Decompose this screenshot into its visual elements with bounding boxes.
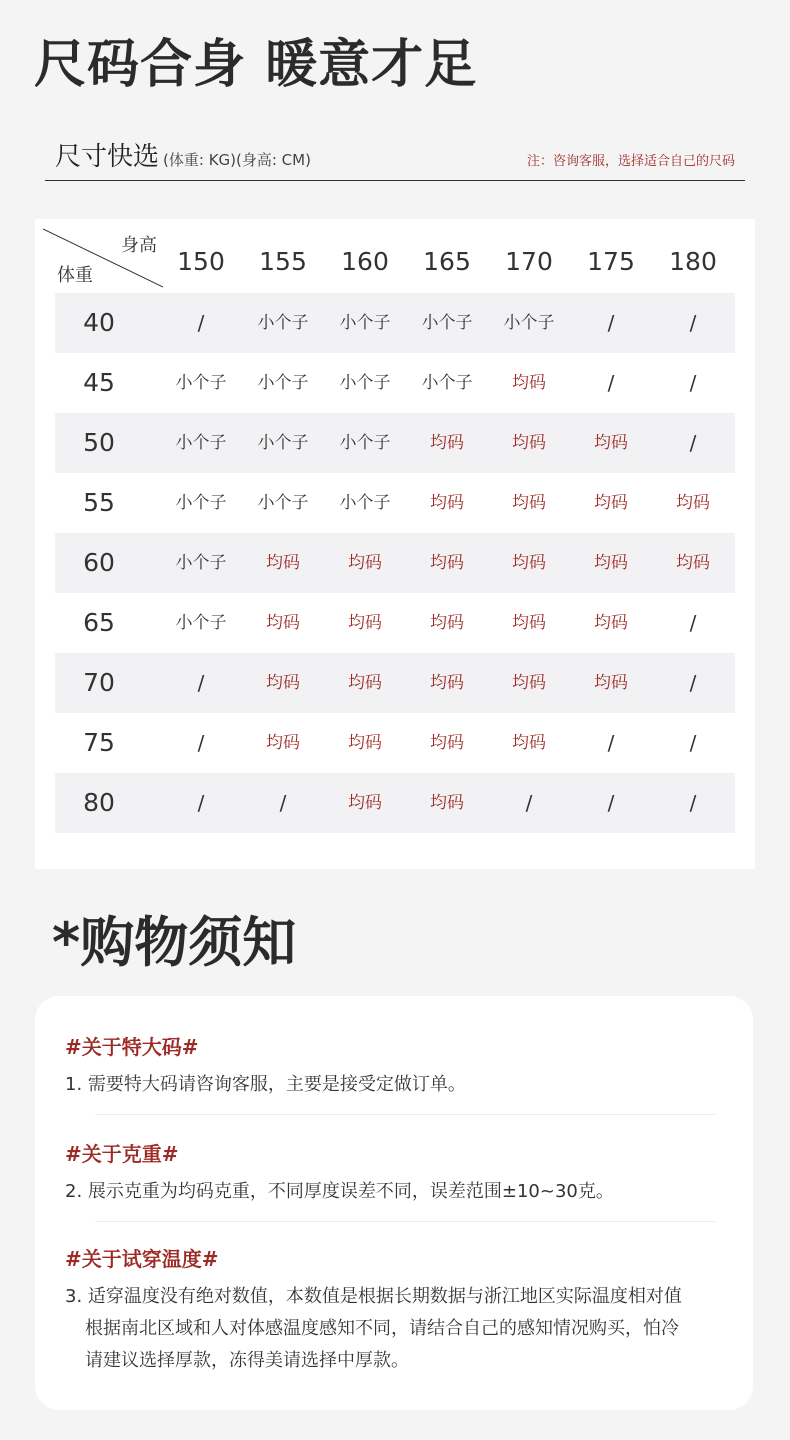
corner-weight-label: 体重 (57, 265, 93, 286)
size-cell: 均码 (348, 613, 382, 633)
size-cell: 小个子 (175, 613, 227, 633)
size-quick-select-title (55, 136, 311, 173)
shopping-notice-card (35, 996, 753, 1410)
size-cell: 均码 (348, 733, 382, 753)
size-cell: 均码 (348, 793, 382, 813)
size-cell: 均码 (594, 493, 628, 513)
size-cell: 小个子 (175, 373, 227, 393)
size-cell: / (525, 791, 533, 815)
size-cell: 均码 (266, 613, 300, 633)
size-cell: / (197, 731, 205, 755)
notice-divider (95, 1114, 715, 1115)
notice-text-oversize: 1. 需要特大码请咨询客服，主要是接受定做订单。 (65, 1074, 466, 1095)
size-cell: / (197, 671, 205, 695)
size-cell: 小个子 (339, 373, 391, 393)
size-cell: 均码 (266, 553, 300, 573)
size-cell: 均码 (512, 673, 546, 693)
height-header-175: 175 (587, 247, 635, 276)
size-cell: 小个子 (257, 373, 309, 393)
size-cell: 均码 (512, 373, 546, 393)
size-cell: 小个子 (175, 493, 227, 513)
size-cell: / (689, 311, 697, 335)
size-cell: 小个子 (339, 433, 391, 453)
weight-label: 45 (83, 368, 115, 397)
size-cell: / (689, 791, 697, 815)
size-cell: / (607, 791, 615, 815)
size-cell: 均码 (430, 553, 464, 573)
height-header-155: 155 (259, 247, 307, 276)
size-cell: / (689, 371, 697, 395)
weight-label: 50 (83, 428, 115, 457)
size-cell: 小个子 (503, 313, 555, 333)
table-row (55, 653, 735, 713)
weight-label: 70 (83, 668, 115, 697)
size-cell: / (197, 311, 205, 335)
size-cell: / (279, 791, 287, 815)
height-header-180: 180 (669, 247, 717, 276)
size-cell: 均码 (676, 493, 710, 513)
table-row (55, 713, 735, 773)
size-cell: 均码 (512, 433, 546, 453)
size-cell: / (607, 731, 615, 755)
size-cell: 小个子 (257, 313, 309, 333)
size-cell: 均码 (430, 673, 464, 693)
height-header-150: 150 (177, 247, 225, 276)
weight-label: 40 (83, 308, 115, 337)
size-cell: 小个子 (339, 313, 391, 333)
size-cell: 均码 (594, 553, 628, 573)
customer-service-note: 注：咨询客服，选择适合自己的尺码 (526, 154, 735, 169)
notice-text-temperature-line-1: 3. 适穿温度没有绝对数值，本数值是根据长期数据与浙江地区实际温度相对值 (65, 1286, 682, 1307)
size-cell: 均码 (594, 673, 628, 693)
size-cell: 小个子 (175, 433, 227, 453)
size-cell: 均码 (512, 733, 546, 753)
height-header-165: 165 (423, 247, 471, 276)
size-cell: 均码 (430, 613, 464, 633)
size-cell: 均码 (266, 673, 300, 693)
size-cell: 小个子 (257, 493, 309, 513)
size-quick-select-label: 尺寸快选 (55, 142, 160, 172)
table-row (55, 293, 735, 353)
table-row (55, 593, 735, 653)
notice-divider (95, 1221, 715, 1222)
size-cell: 小个子 (421, 373, 473, 393)
size-cell: / (689, 731, 697, 755)
table-row (55, 413, 735, 473)
weight-label: 60 (83, 548, 115, 577)
corner-height-label: 身高 (121, 235, 157, 256)
size-cell: / (607, 371, 615, 395)
size-cell: 均码 (430, 433, 464, 453)
size-cell: / (689, 431, 697, 455)
size-cell: 均码 (430, 733, 464, 753)
notice-title-weight: #关于克重# (65, 1142, 179, 1166)
table-corner-header (43, 227, 163, 289)
size-table (35, 219, 755, 869)
size-cell: 均码 (348, 553, 382, 573)
size-cell: 均码 (594, 613, 628, 633)
weight-label: 55 (83, 488, 115, 517)
table-row (55, 353, 735, 413)
size-cell: 小个子 (339, 493, 391, 513)
weight-label: 65 (83, 608, 115, 637)
size-cell: 均码 (594, 433, 628, 453)
size-cell: 均码 (512, 493, 546, 513)
size-cell: 均码 (266, 733, 300, 753)
page-headline: 尺码合身 暖意才足 (34, 35, 478, 95)
size-cell: 均码 (512, 553, 546, 573)
size-cell: / (689, 611, 697, 635)
size-cell: 均码 (430, 493, 464, 513)
size-cell: / (689, 671, 697, 695)
table-row (55, 533, 735, 593)
units-label: (体重: KG)(身高: CM) (163, 151, 311, 169)
size-cell: 均码 (348, 673, 382, 693)
height-header-160: 160 (341, 247, 389, 276)
shopping-notice-heading: *购物须知 (52, 911, 297, 974)
notice-text-weight: 2. 展示克重为均码克重，不同厚度误差不同，误差范围±10~30克。 (65, 1181, 614, 1202)
size-cell: 均码 (676, 553, 710, 573)
notice-title-temperature: #关于试穿温度# (65, 1247, 219, 1271)
notice-text-temperature-line-3: 请建议选择厚款，冻得美请选择中厚款。 (85, 1350, 409, 1371)
size-cell: 小个子 (257, 433, 309, 453)
table-row (55, 473, 735, 533)
size-quick-select-header (45, 130, 745, 181)
size-cell: / (197, 791, 205, 815)
size-cell: 均码 (430, 793, 464, 813)
notice-text-temperature-line-2: 根据南北区域和人对体感温度感知不同，请结合自己的感知情况购买，怕冷 (85, 1318, 679, 1339)
size-cell: 均码 (512, 613, 546, 633)
size-cell: / (607, 311, 615, 335)
height-header-170: 170 (505, 247, 553, 276)
size-cell: 小个子 (421, 313, 473, 333)
notice-title-oversize: #关于特大码# (65, 1035, 199, 1059)
weight-label: 75 (83, 728, 115, 757)
weight-label: 80 (83, 788, 115, 817)
table-row (55, 773, 735, 833)
size-cell: 小个子 (175, 553, 227, 573)
